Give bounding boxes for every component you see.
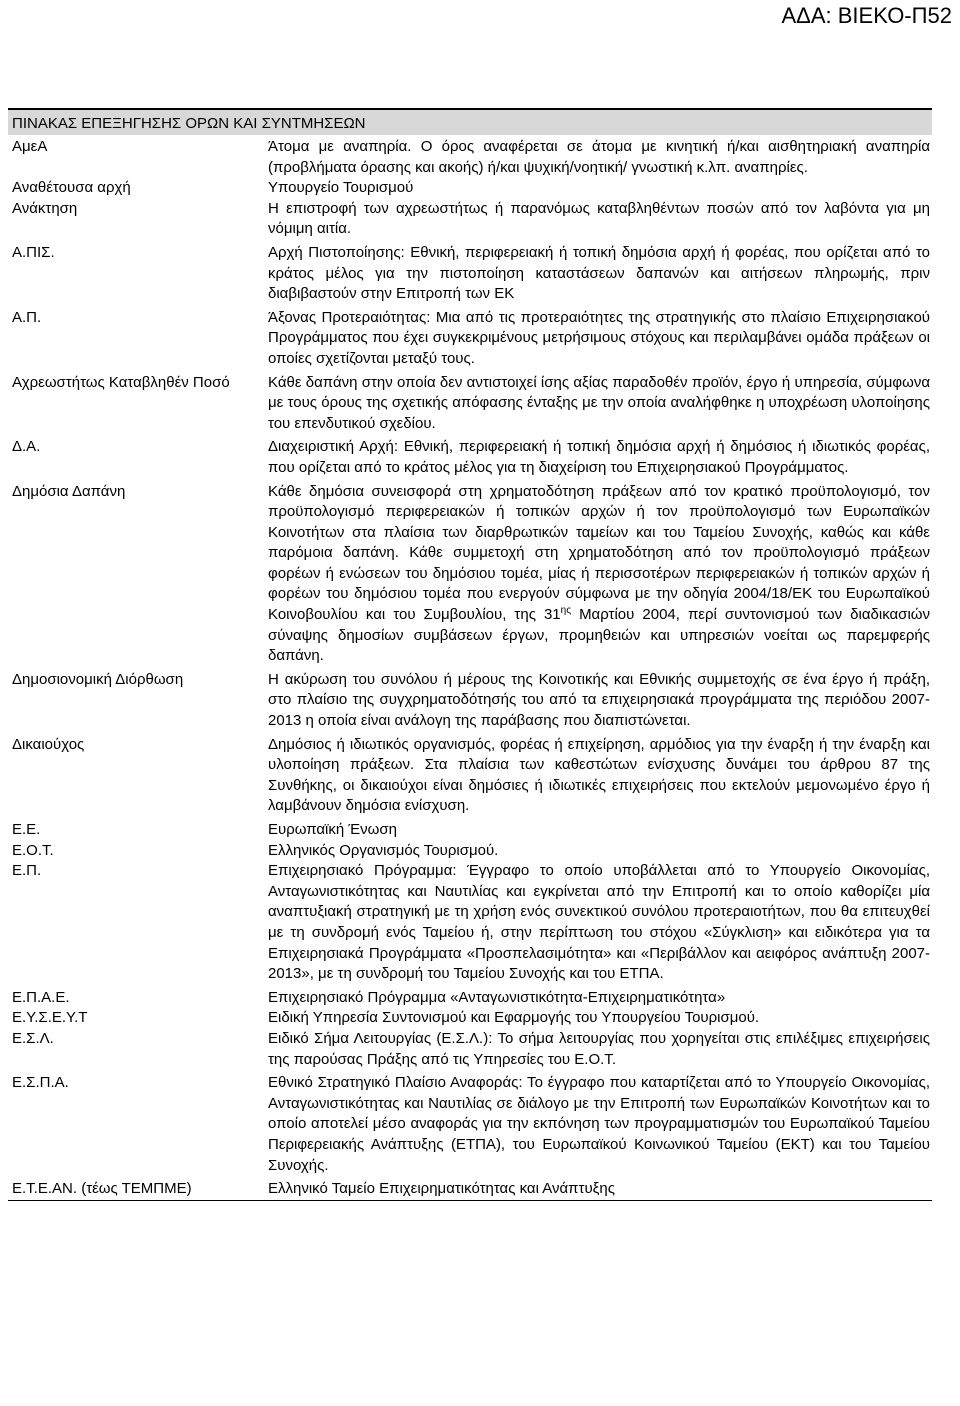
glossary-term: Ε.Π.Α.Ε. — [12, 988, 70, 1006]
glossary-row — [8, 199, 932, 240]
glossary-definition: Ελληνικός Οργανισμός Τουρισμού. — [268, 841, 499, 859]
glossary-row — [8, 861, 932, 985]
glossary-definition — [268, 482, 932, 667]
glossary-term: Δικαιούχος — [12, 735, 85, 753]
glossary-row — [8, 1179, 932, 1201]
glossary-term: Αναθέτουσα αρχή — [12, 179, 131, 197]
glossary-definition: Η ακύρωση του συνόλου ή μέρους της Κοινοτικής και Εθνικής συμμετοχής σε ένα έργο ή πράξη, στο πλαίσιο της συγχρηματοδότησής του από τα επιχειρησιακά προγράμματα της περιόδου 2007-2013 η οποία είναι ανάλογη της παράβασης που διαπιστώνεται. — [268, 670, 930, 730]
ada-stamp: ΑΔΑ: ΒΙΕΚΟ-Π52 — [781, 3, 952, 28]
glossary-row — [8, 482, 932, 667]
glossary-row — [8, 178, 932, 199]
definition-text-tail: Μαρτίου 2004, περί συντονισμού των διαδικασιών σύναψης δημοσίων συμβάσεων έργων, προμηθειών και υπηρεσιών νοείται ως παρεμφερής δαπάνη. — [268, 606, 930, 665]
glossary-definition: Επιχειρησιακό Πρόγραμμα «Ανταγωνιστικότητα-Επιχειρηματικότητα» — [268, 988, 726, 1006]
glossary-definition: Η επιστροφή των αχρεωστήτως ή παρανόμως καταβληθέντων ποσών από τον λαβόντα για μη νόμιμη αιτία. — [268, 199, 930, 238]
glossary-term: Ανάκτηση — [12, 199, 78, 217]
glossary-row — [8, 1029, 932, 1070]
definition-superscript: ης — [560, 605, 572, 617]
glossary-row — [8, 437, 932, 478]
glossary-term: Α.Π. — [12, 308, 42, 326]
glossary-row — [8, 137, 932, 178]
glossary-term: Δημοσιονομική Διόρθωση — [12, 670, 184, 688]
glossary-term: Δ.Α. — [12, 438, 41, 456]
glossary-title: ΠΙΝΑΚΑΣ ΕΠΕΞΗΓΗΣΗΣ ΟΡΩΝ ΚΑΙ ΣΥΝΤΜΗΣΕΩΝ — [8, 110, 932, 135]
glossary-definition: Υπουργείο Τουρισμού — [268, 179, 414, 197]
glossary-term: Ε.Π. — [12, 862, 42, 880]
glossary-row — [8, 1008, 932, 1029]
glossary-row — [8, 670, 932, 732]
glossary-term: Ε.Σ.Λ. — [12, 1029, 54, 1047]
glossary-term: Ε.Τ.Ε.ΑΝ. (τέως ΤΕΜΠΜΕ) — [12, 1180, 192, 1198]
glossary-definition: Άξονας Προτεραιότητας: Μια από τις προτεραιότητες της στρατηγικής στο πλαίσιο Επιχειρησιακού Προγράμματος που έχει συγκεκριμένους μετρήσιμους στόχους και περιλαμβάνει ομάδα πράξεων οι οποίες σχετίζονται μεταξύ τους. — [268, 308, 930, 367]
glossary-definition: Ελληνικό Ταμείο Επιχειρηματικότητας και Ανάπτυξης — [268, 1180, 615, 1198]
glossary-definition: Ειδικό Σήμα Λειτουργίας (Ε.Σ.Λ.): Το σήμα λειτουργίας που χορηγείται στις επιλέξιμες επιχειρήσεις της παρούσας Πράξης από τις Υπηρεσίες του Ε.Ο.Τ. — [268, 1029, 930, 1068]
glossary-table — [8, 108, 932, 1201]
glossary-row — [8, 820, 932, 841]
glossary-row — [8, 308, 932, 370]
glossary-term: Αχρεωστήτως Καταβληθέν Ποσό — [12, 373, 230, 391]
glossary-row — [8, 1073, 932, 1176]
glossary-row — [8, 243, 932, 305]
glossary-definition: Άτομα με αναπηρία. Ο όρος αναφέρεται σε άτομα με κινητική ή/και αισθητηριακή αναπηρία (προβλήματα όρασης και ακοής) ή/και ψυχική/νοητική/ γνωστική κ.λπ. αναπηρίες. — [268, 138, 930, 176]
glossary-definition: Ειδική Υπηρεσία Συντονισμού και Εφαρμογής του Υπουργείου Τουρισμού. — [268, 1009, 760, 1027]
glossary-term: Ε.Ο.Τ. — [12, 841, 54, 859]
glossary-definition: Κάθε δαπάνη στην οποία δεν αντιστοιχεί ίσης αξίας παραδοθέν προϊόν, έργο ή υπηρεσία, σύμφωνα με τους όρους της σχετικής απόφασης ένταξης με την οποία αναλήφθηκε η υποχρέωση υλοποίησης του επενδυτικού σχεδίου. — [268, 373, 930, 432]
glossary-definition: Δημόσιος ή ιδιωτικός οργανισμός, φορέας ή επιχείρηση, αρμόδιος για την έναρξη ή την έναρξη και υλοποίηση πράξεων. Στα πλαίσια των καθεστώτων ενίσχυσης δυνάμει του άρθρου 87 της Συνθήκης, οι δικαιούχοι είναι δημόσιες ή ιδιωτικές επιχειρήσεις που εκτελούν μεμονωμένο έργο ή λαμβάνουν δημόσια ενίσχυση. — [268, 735, 930, 815]
glossary-term: Δημόσια Δαπάνη — [12, 482, 126, 500]
glossary-definition: Εθνικό Στρατηγικό Πλαίσιο Αναφοράς: Το έγγραφο που καταρτίζεται από το Υπουργείο Οικονομίας, Ανταγωνιστικότητας και Ναυτιλίας σε διάλογο με την Επιτροπή των Ευρωπαϊκών Κοινοτήτων και το οποίο αποτελεί μέσο αναφοράς για την εκπόνηση των προγραμματισμών του Ευρωπαϊκού Ταμείου Περιφερειακής Ανάπτυξης (ΕΤΠΑ), του Ευρωπαϊκού Κοινωνικού Ταμείου (ΕΚΤ) και του Ταμείου Συνοχής. — [268, 1074, 930, 1174]
glossary-row — [8, 373, 932, 435]
glossary-term: Ε.Υ.Σ.Ε.Υ.Τ — [12, 1009, 88, 1027]
glossary-row — [8, 735, 932, 817]
glossary-term: ΑμεΑ — [12, 138, 48, 155]
glossary-definition: Διαχειριστική Αρχή: Εθνική, περιφερειακή ή τοπική δημόσια αρχή ή δημόσιος ή ιδιωτικός φορέας, που ορίζεται από το κράτος μέλος για τη διαχείριση του Επιχειρησιακού Προγράμματος. — [268, 438, 930, 476]
definition-text: Κάθε δημόσια συνεισφορά στη χρηματοδότηση πράξεων από τον κρατικό προϋπολογισμό, τον προϋπολογισμό περιφερειακών ή τοπικών αρχών ή τον προϋπολογισμό των Ευρωπαϊκών Κοινοτήτων στα πλαίσια των διαρθρωτικών ταμείων και του Ταμείου Συνοχής, καθώς και κάθε παρόμοια δαπάνη. Κάθε συμμετοχή στη χρηματοδότηση από τον προϋπολογισμό πράξεων φορέων ή ενώσεων του δημόσιου τομέα, μίας ή περισσοτέρων περιφερειακών ή τοπικών αρχών ή φορέων του δημόσιου τομέα που ενεργούν σύμφωνα με την οδηγία 2004/18/ΕΚ του Ευρωπαϊκού Κοινοβουλίου και του Συμβουλίου, της 31 — [268, 482, 930, 624]
glossary-row — [8, 988, 932, 1009]
glossary-term: Α.ΠΙΣ. — [12, 243, 55, 261]
glossary-definition: Επιχειρησιακό Πρόγραμμα: Έγγραφο το οποίο υποβάλλεται από το Υπουργείο Οικονομίας, Ανταγωνιστικότητας και Ναυτιλίας και εγκρίνεται από την Επιτροπή και το οποίο καθορίζει μία αναπτυξιακή στρατηγική με τη χρήση ενός συνεκτικού συνόλου προτεραιοτήτων, που θα επιτευχθεί με τη συνδρομή ενός Ταμείου ή, στην περίπτωση του στόχου «Σύγκλιση» και ειδικότερα για τα Επιχειρησιακά Προγράμματα «Προσπελασιμότητα» και «Περιβάλλον και αειφόρος ανάπτυξη 2007-2013», με τη συνδρομή του Ταμείου Συνοχής και του ΕΤΠΑ. — [268, 862, 930, 983]
glossary-row — [8, 841, 932, 862]
glossary-term: Ε.Σ.Π.Α. — [12, 1074, 69, 1092]
glossary-definition: Αρχή Πιστοποίησης: Εθνική, περιφερειακή ή τοπική δημόσια αρχή ή φορέας, που ορίζεται από το κράτος μέλος για την πιστοποίηση καταστάσεων δαπανών και αιτήσεων πληρωμής, πριν διαβιβαστούν στην Επιτροπή των ΕΚ — [268, 243, 930, 303]
glossary-term: Ε.Ε. — [12, 821, 41, 838]
glossary-definition: Ευρωπαϊκή Ένωση — [268, 821, 397, 838]
